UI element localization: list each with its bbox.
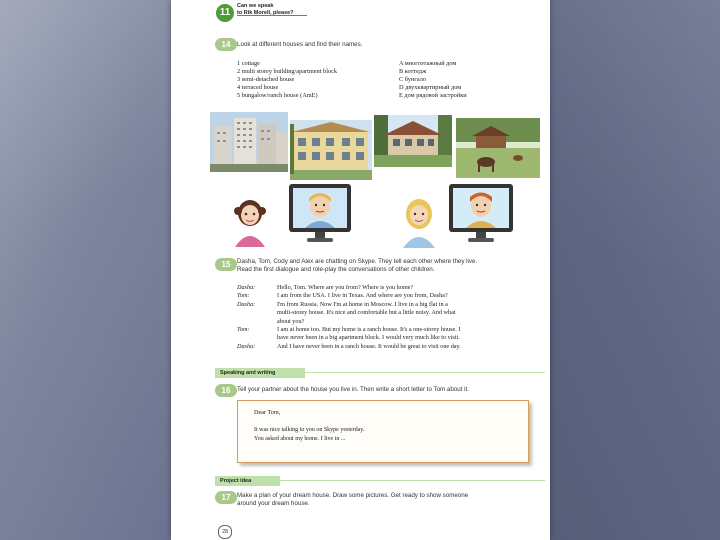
letter-greeting-text: Dear Tom, [254, 409, 281, 416]
utterance-line: about you? [277, 317, 305, 325]
letter-line-2: You asked about my home. I live in ... [254, 436, 346, 442]
dialogue-row [237, 326, 539, 343]
russian-name-item: A многоэтажный дом [399, 60, 457, 67]
slide-background-left [0, 0, 170, 540]
exercise-16-instruction: Tell your partner about the house you live in. Then write a short letter to Tom about it. [237, 386, 469, 393]
section-rule [280, 480, 545, 481]
speaker: Dasha: [237, 342, 256, 350]
dialogue-row [237, 343, 539, 351]
cody-girl-illustration [399, 194, 439, 248]
unit-badge: 11 [216, 4, 234, 22]
russian-name-item: B коттедж [399, 68, 427, 75]
instruction-line: Read the first dialogue and role-play the conversations of other children. [237, 266, 435, 273]
house-type-item: 5 bungalow/ranch house (AmE) [237, 92, 318, 99]
utterance-line: I am from the USA. I live in Texas. And where are you from, Dasha? [277, 292, 448, 300]
section-rule [305, 372, 545, 373]
exercise-14-number: 14 [215, 38, 237, 51]
utterance-line: Hello, Tom. Where are you from? Where is you home? [277, 284, 414, 291]
exercise-17-number: 17 [215, 491, 237, 504]
exercise-15-number: 15 [215, 258, 237, 271]
header-rule [237, 15, 307, 16]
house-type-item: 2 multi storey building/apartment block [237, 68, 338, 75]
instruction-line: Dasha, Tom, Cody and Alex are chatting on Skype. They tell each other where they live. [237, 258, 478, 265]
instruction-line: around your dream house. [237, 500, 310, 507]
utterance-line: have never been in a big apartment block. I would very much like to visit. [277, 334, 460, 342]
exercise-15-instruction [237, 258, 542, 274]
letter-line-1: It was nice talking to you on Skype yesterday. [254, 427, 365, 433]
house-type-item: 1 cottage [237, 60, 260, 67]
dialogue-row [237, 284, 539, 292]
speaker: Tom: [237, 292, 250, 300]
house-type-item: 3 semi-detached house [237, 76, 295, 83]
russian-name-item: D двухквартирный дом [399, 84, 462, 91]
project-idea-section-bar: Project idea [215, 476, 280, 486]
semi-detached-house-photo [374, 115, 452, 167]
exercise-14-instruction: Look at different houses and find their names. [237, 41, 363, 48]
utterance [277, 292, 539, 300]
dasha-girl-illustration [229, 195, 271, 247]
house-types-list [237, 60, 337, 100]
page-number: 28 [218, 525, 232, 539]
apartment-block-photo [210, 112, 288, 172]
unit-title-line: to Rik Morell, please? [237, 10, 294, 16]
utterance-line: And I have never been in a ranch house. It would be great to visit one day. [277, 342, 461, 350]
textbook-page [171, 0, 550, 540]
dialogue-row [237, 292, 539, 300]
utterance-line: I am at home too. But my home is a ranch house. It's a one-storey house. I [277, 326, 461, 334]
ranch-house-photo [456, 118, 540, 178]
russian-names-list [399, 60, 467, 100]
speaker: Tom: [237, 326, 250, 334]
exercise-16-number: 16 [215, 384, 237, 397]
speaker: Dasha: [237, 300, 256, 308]
speaker: Dasha: [237, 284, 256, 291]
dialogue-row [237, 301, 539, 326]
utterance [277, 284, 539, 292]
house-type-item: 4 terraced house [237, 84, 279, 91]
utterance [277, 326, 539, 343]
russian-name-item: E дом рядовой застройки [399, 92, 467, 99]
tom-monitor-illustration [287, 182, 353, 246]
letter-card [237, 400, 529, 463]
instruction-line: Make a plan of your dream house. Draw some pictures. Get ready to show someone [237, 492, 469, 499]
utterance-line: I'm from Russia. Now I'm at home in Moscow. I live in a big flat in a [277, 300, 448, 308]
slide-background-right [550, 0, 720, 540]
unit-title-line: Can we speak [237, 3, 274, 9]
exercise-17-instruction [237, 492, 542, 508]
utterance-line: multi-storey house. It's nice and comfortable but a little noisy. And what [277, 309, 456, 317]
terraced-house-photo [290, 120, 372, 180]
utterance [277, 343, 539, 351]
speaking-writing-section-bar: Speaking and writing [215, 368, 305, 378]
alex-monitor-illustration [447, 182, 515, 248]
utterance [277, 301, 539, 326]
skype-dialogue [237, 284, 539, 351]
russian-name-item: C бунгало [399, 76, 426, 83]
